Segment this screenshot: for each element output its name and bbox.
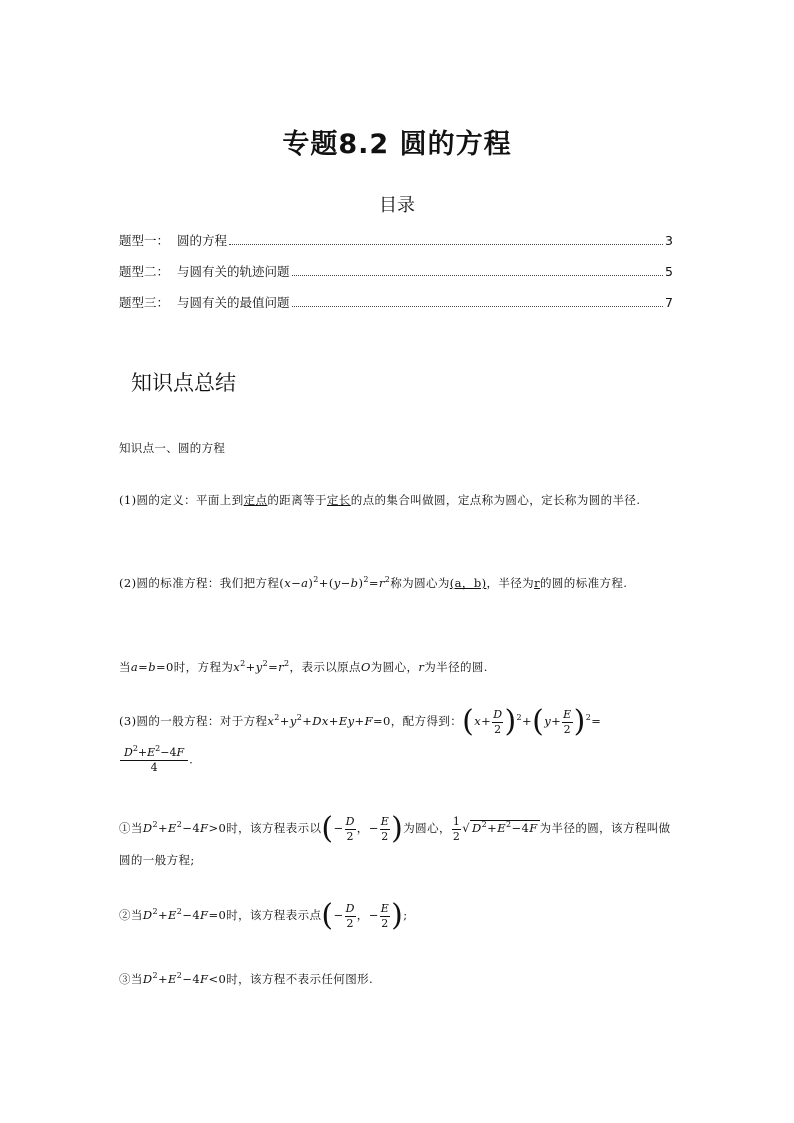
formula-point: (− $\frac{D}{2}$ ，− $\frac{E}{2}$ ) <box>321 898 404 933</box>
toc-heading: 目录 <box>379 195 415 216</box>
page-title: 专题8.2 圆的方程 <box>282 129 512 160</box>
paragraph-case-zero: ②当$D^2+E^2-4F=0$时，该方程表示点(− $\frac{D}{2}$ ，− $\frac{E}{2}$ ); <box>119 898 408 933</box>
toc-entry-name: 圆的方程 <box>177 233 228 248</box>
toc-entry-page: 3 <box>665 233 673 248</box>
toc-entry-page: 7 <box>665 295 673 310</box>
toc-entry-name: 与圆有关的最值问题 <box>177 295 290 310</box>
formula-a-b-zero: a=b=0 <box>130 660 174 674</box>
formula-completed-square: (x+ $\frac{D}{2}$ )$^2$+(y+ $\frac{E}{2}$ )$^2$= <box>462 704 602 739</box>
toc-leader <box>292 275 664 276</box>
formula-origin-circle: $x^2+y^2=r^2$ <box>233 659 290 674</box>
knowledge-point-heading: 知识点一、圆的方程 <box>119 441 226 455</box>
paragraph-case-positive: ①当$D^2+E^2-4F>0$时，该方程表示以(− $\frac{D}{2}$ ，− $\frac{E}{2}$ )为圆心， $\frac{1}{2}$ √ $D^2+E^2-4F$ 为半径的圆，该方程叫做圆的一般方程; <box>119 811 671 867</box>
formula-standard: $(x-a)^2+(y-b)^2=r^2$ <box>279 575 391 590</box>
toc-entry[interactable] <box>119 293 673 313</box>
toc-entry-page: 5 <box>665 264 673 279</box>
section-heading: 知识点总结 <box>131 371 236 395</box>
toc-entry-type: 题型三： <box>119 295 170 310</box>
toc-leader <box>229 244 663 245</box>
paragraph-general-equation: (3)圆的一般方程：对于方程$x^2+y^2+Dx+Ey+F=0$，配方得到：(x+ $\frac{D}{2}$ )$^2$+(y+ $\frac{E}{2}$ )$^2$= <box>119 704 602 739</box>
toc-entry-name: 与圆有关的轨迹问题 <box>177 264 290 279</box>
formula-positive-condition: $D^2+E^2-4F>0$ <box>142 820 227 835</box>
formula-general: $x^2+y^2+Dx+Ey+F=0$ <box>267 713 391 728</box>
formula-completed-square-rhs: $\frac{D^2+E^2-4F}{4}$ . <box>119 746 193 775</box>
paragraph-case-negative: ③当$D^2+E^2-4F<0$时，该方程不表示任何图形. <box>119 971 374 986</box>
formula-negative-condition: $D^2+E^2-4F<0$ <box>142 971 227 986</box>
formula-zero-condition: $D^2+E^2-4F=0$ <box>142 907 227 922</box>
toc-entry[interactable] <box>119 262 673 282</box>
toc-entry-type: 题型一： <box>119 233 170 248</box>
paragraph-definition: (1)圆的定义：平面上到定点的距离等于定长的点的集合叫做圆，定点称为圆心，定长称为圆的半径. <box>119 493 641 507</box>
toc-leader <box>292 306 664 307</box>
paragraph-origin-case: 当a=b=0时，方程为$x^2+y^2=r^2$，表示以原点O为圆心，r为半径的圆. <box>119 659 488 674</box>
formula-center: (− $\frac{D}{2}$ ，− $\frac{E}{2}$ ) <box>321 811 404 846</box>
toc-entry[interactable] <box>119 231 673 251</box>
formula-radius: $\frac{1}{2}$ √ $D^2+E^2-4F$ <box>452 814 538 843</box>
paragraph-standard-equation: (2)圆的标准方程：我们把方程$(x-a)^2+(y-b)^2=r^2$称为圆心为(a，b)，半径为r的圆的标准方程. <box>119 575 628 590</box>
toc-entry-type: 题型二： <box>119 264 170 279</box>
